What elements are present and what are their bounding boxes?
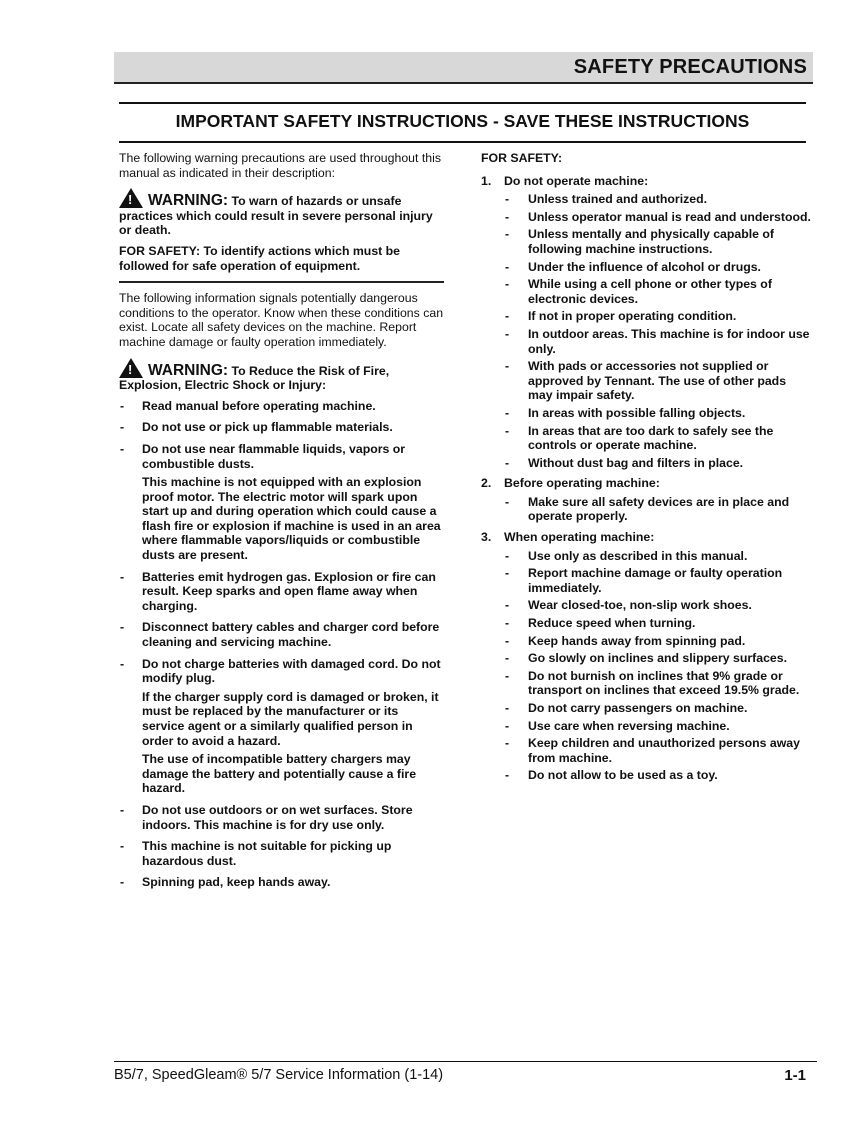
list-item: - Unless operator manual is read and understood. [504, 210, 811, 225]
warning-definition [119, 188, 444, 238]
list-item: - Spinning pad, keep hands away. [119, 875, 444, 890]
title-rule-top [119, 102, 806, 104]
list-item: - Do not carry passengers on machine. [504, 701, 811, 716]
list-item: - Under the influence of alcohol or drugs. [504, 260, 811, 275]
page-number: 1-1 [784, 1067, 806, 1084]
step-section [481, 174, 811, 471]
list-item: - Do not use or pick up flammable materials. [119, 420, 444, 435]
list-item: - Batteries emit hydrogen gas. Explosion or fire can result. Keep sparks and open flame away when charging. [119, 570, 444, 614]
list-item: - Report machine damage or faulty operation immediately. [504, 566, 811, 595]
for-safety-definition: FOR SAFETY: To identify actions which must be followed for safe operation of equipment. [119, 243, 401, 273]
signals-text: The following information signals potentially dangerous conditions to the operator. Know when these conditions can exist. Locate all safety devices on the machine. Report machine damage or faulty operation immediately. [119, 291, 444, 349]
warning-definition-text: To warn of hazards or unsafe practices which could result in severe personal injury or death. [119, 194, 433, 238]
right-column [481, 151, 811, 789]
page-title: IMPORTANT SAFETY INSTRUCTIONS - SAVE THESE INSTRUCTIONS [175, 111, 750, 131]
list-item-note: This machine is not equipped with an explosion proof motor. The electric motor will spark upon start up and during operation which could cause a flash fire or explosion if machine is used in an area where flammable vapors/liquids or combustible dusts are present. [142, 475, 441, 563]
list-item: - Do not burnish on inclines that 9% grade or transport on inclines that exceed 19.5% grade. [504, 669, 811, 698]
list-item: - In outdoor areas. This machine is for indoor use only. [504, 327, 811, 356]
list-item: - Without dust bag and filters in place. [504, 456, 811, 471]
list-item: - Read manual before operating machine. [119, 399, 444, 414]
list-item: - If not in proper operating condition. [504, 309, 811, 324]
list-item: - Do not charge batteries with damaged cord. Do not modify plug. If the charger supply cord is damaged or broken, it must be replaced by the manufacturer or its service agent or a similarly qualified person in order to avoid a hazard. The use of incompatible battery chargers may damage the battery and potentially cause a fire hazard. [119, 657, 444, 796]
list-item: - Use only as described in this manual. [504, 549, 811, 564]
section-title: SAFETY PRECAUTIONS [573, 56, 807, 78]
step-list [504, 192, 811, 470]
header-bar [114, 52, 813, 84]
step-number: 2. [481, 476, 492, 491]
list-item: - Make sure all safety devices are in place and operate properly. [504, 495, 811, 524]
list-item: - Do not allow to be used as a toy. [504, 768, 811, 783]
warning-label: WARNING: [148, 361, 229, 379]
list-item: - Unless mentally and physically capable of following machine instructions. [504, 227, 811, 256]
step-list [504, 495, 811, 524]
warning-fire-text: To Reduce the Risk of Fire, Explosion, Electric Shock or Injury: [119, 363, 390, 393]
step-section [481, 476, 811, 524]
warning-triangle-icon [119, 358, 143, 378]
step-section [481, 530, 811, 783]
step-label: Do not operate machine: [504, 173, 649, 188]
divider [119, 281, 444, 283]
for-safety-heading: FOR SAFETY: [481, 151, 563, 165]
list-item-note: If the charger supply cord is damaged or broken, it must be replaced by the manufacturer or its service agent or a similarly qualified person in order to avoid a hazard. [142, 689, 439, 748]
list-item: - Use care when reversing machine. [504, 719, 811, 734]
list-item: - This machine is not suitable for picking up hazardous dust. [119, 839, 444, 868]
step-label: Before operating machine: [504, 476, 660, 491]
list-item: - Keep hands away from spinning pad. [504, 634, 811, 649]
list-item: - Do not use near flammable liquids, vapors or combustible dusts. This machine is not equipped with an explosion proof motor. The electric motor will spark upon start up and during operation which could cause a flash fire or explosion if machine is used in an area where flammable vapors/liquids or combustible dusts are present. [119, 442, 444, 563]
list-item: - Disconnect battery cables and charger cord before cleaning and servicing machine. [119, 620, 444, 649]
list-item: - Reduce speed when turning. [504, 616, 811, 631]
footer-rule [114, 1061, 817, 1062]
list-item: - While using a cell phone or other types of electronic devices. [504, 277, 811, 306]
warning-label: WARNING: [148, 192, 229, 210]
list-item: - In areas with possible falling objects. [504, 406, 811, 421]
list-item: - Unless trained and authorized. [504, 192, 811, 207]
list-item: - With pads or accessories not supplied or approved by Tennant. The use of other pads may impair safety. [504, 359, 811, 403]
step-number: 1. [481, 173, 492, 188]
warning-triangle-icon [119, 188, 143, 208]
intro-text: The following warning precautions are used throughout this manual as indicated in their description: [119, 151, 441, 180]
title-rule-bottom [119, 141, 806, 143]
list-item: - In areas that are too dark to safely see the controls or operate machine. [504, 424, 811, 453]
warning-list [119, 399, 444, 890]
list-item: - Go slowly on inclines and slippery surfaces. [504, 651, 811, 666]
list-item: - Wear closed-toe, non-slip work shoes. [504, 598, 811, 613]
list-item: - Keep children and unauthorized persons away from machine. [504, 736, 811, 765]
footer-document-title: B5/7, SpeedGleam® 5/7 Service Information (1-14) [114, 1067, 444, 1083]
left-column [119, 151, 444, 897]
step-number: 3. [481, 530, 492, 545]
step-label: When operating machine: [504, 530, 655, 545]
step-list [504, 549, 811, 783]
list-item-note: The use of incompatible battery chargers may damage the battery and potentially cause a fire hazard. [142, 752, 417, 796]
for-safety-steps [481, 174, 811, 783]
warning-fire-heading [119, 358, 444, 393]
list-item: - Do not use outdoors or on wet surfaces. Store indoors. This machine is for dry use only. [119, 803, 444, 832]
